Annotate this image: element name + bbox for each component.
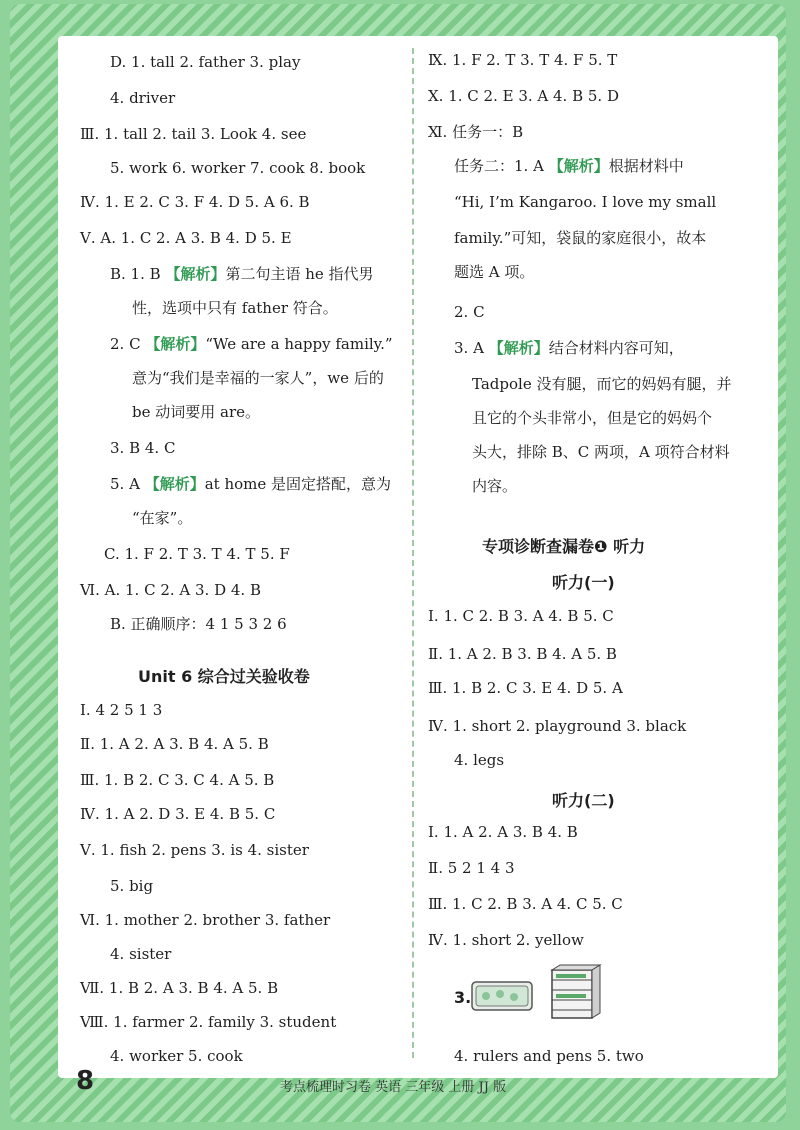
answer-line: be 动词要用 are。 [132,403,261,421]
answer-line: 性，选项中只有 father 符合。 [132,299,338,317]
answer-line: Ⅲ. 1. C 2. B 3. A 4. C 5. C [428,895,623,913]
answer-line: Ⅰ. 4 2 5 1 3 [80,701,163,719]
book-stack-icon [548,964,602,1022]
answer-line: 4. driver [110,89,176,107]
answer-line: 4. worker 5. cook [110,1047,243,1065]
answer-line: Ⅳ. 1. A 2. D 3. E 4. B 5. C [80,805,276,823]
analysis-tag: 【解析】 [488,339,549,357]
answer-line: Ⅴ. 1. fish 2. pens 3. is 4. sister [80,841,309,859]
answer-line: Ⅺ. 任务一：B [428,123,524,141]
answer-line: Ⅰ. 1. A 2. A 3. B 4. B [428,823,578,841]
answer-line: Ⅲ. 1. tall 2. tail 3. Look 4. see [80,125,307,143]
column-divider [412,48,414,1058]
answer-line: Ⅸ. 1. F 2. T 3. T 4. F 5. T [428,51,618,69]
answer-line: Ⅳ. 1. short 2. yellow [428,931,584,949]
answer-line: “在家”。 [132,509,193,527]
answer-line: “Hi, I’m Kangaroo. I love my small [454,193,717,211]
answer-line: 4. sister [110,945,172,963]
answer-line: Ⅱ. 1. A 2. B 3. B 4. A 5. B [428,645,617,663]
analysis-tag: 【解析】 [165,265,226,283]
section-heading: 听力(一) [552,573,615,592]
answer-line: 2. C 【解析】“We are a happy family.” [110,335,393,353]
answer-line: Ⅳ. 1. E 2. C 3. F 4. D 5. A 6. B [80,193,310,211]
answer-line: Ⅱ. 1. A 2. A 3. B 4. A 5. B [80,735,269,753]
analysis-tag: 【解析】 [145,335,206,353]
answer-line: 2. C [454,303,485,321]
answer-line: Ⅴ. A. 1. C 2. A 3. B 4. D 5. E [80,229,292,247]
analysis-tag: 【解析】 [548,157,609,175]
answer-line: Ⅵ. 1. mother 2. brother 3. father [80,911,331,929]
answer-line: 头大，排除 B、C 两项，A 项符合材料 [472,443,730,461]
section-heading: 听力(二) [552,791,615,810]
answer-line: B. 1. B 【解析】第二句主语 he 指代男 [110,265,374,283]
answer-line: Ⅵ. A. 1. C 2. A 3. D 4. B [80,581,261,599]
footer-title: 考点梳理时习卷 英语 三年级 上册 JJ 版 [280,1080,507,1095]
answer-line: 意为“我们是幸福的一家人”，we 后的 [132,369,384,387]
answer-line: 4. legs [454,751,505,769]
answer-line: D. 1. tall 2. father 3. play [110,53,301,71]
answer-line: 5. A 【解析】at home 是固定搭配，意为 [110,475,392,493]
section-heading: 专项诊断查漏卷❶ 听力 [482,537,646,556]
answer-line: C. 1. F 2. T 3. T 4. T 5. F [104,545,290,563]
pencil-box-icon [470,976,534,1016]
answer-line: B. 正确顺序：4 1 5 3 2 6 [110,615,287,633]
answer-line: 3. A 【解析】结合材料内容可知， [454,339,684,357]
answer-line: 3. B 4. C [110,439,176,457]
listening-item-3-label: 3. [454,988,472,1007]
page-number: 8 [76,1066,95,1096]
answer-line: 任务二：1. A 【解析】根据材料中 [454,157,684,175]
answer-line: Ⅹ. 1. C 2. E 3. A 4. B 5. D [428,87,619,105]
answer-line: Ⅱ. 5 2 1 4 3 [428,859,515,877]
answer-line: 5. big [110,877,154,895]
answer-line: Ⅳ. 1. short 2. playground 3. black [428,717,687,735]
answer-line: 且它的个头非常小，但是它的妈妈个 [472,409,713,427]
answer-line: 内容。 [472,477,518,495]
answer-line: Ⅲ. 1. B 2. C 3. E 4. D 5. A [428,679,623,697]
answer-line: Ⅲ. 1. B 2. C 3. C 4. A 5. B [80,771,275,789]
answer-line: Ⅰ. 1. C 2. B 3. A 4. B 5. C [428,607,614,625]
answer-line: Tadpole 没有腿，而它的妈妈有腿，并 [472,375,732,393]
answer-line: 5. work 6. worker 7. cook 8. book [110,159,366,177]
answer-line: 4. rulers and pens 5. two [454,1047,644,1065]
answer-line: 题选 A 项。 [454,263,535,281]
answer-line: Ⅶ. 1. B 2. A 3. B 4. A 5. B [80,979,279,997]
answer-line: family.”可知，袋鼠的家庭很小，故本 [454,229,707,247]
analysis-tag: 【解析】 [144,475,205,493]
answer-line: Ⅷ. 1. farmer 2. family 3. student [80,1013,337,1031]
section-heading-unit6: Unit 6 综合过关验收卷 [138,667,310,686]
